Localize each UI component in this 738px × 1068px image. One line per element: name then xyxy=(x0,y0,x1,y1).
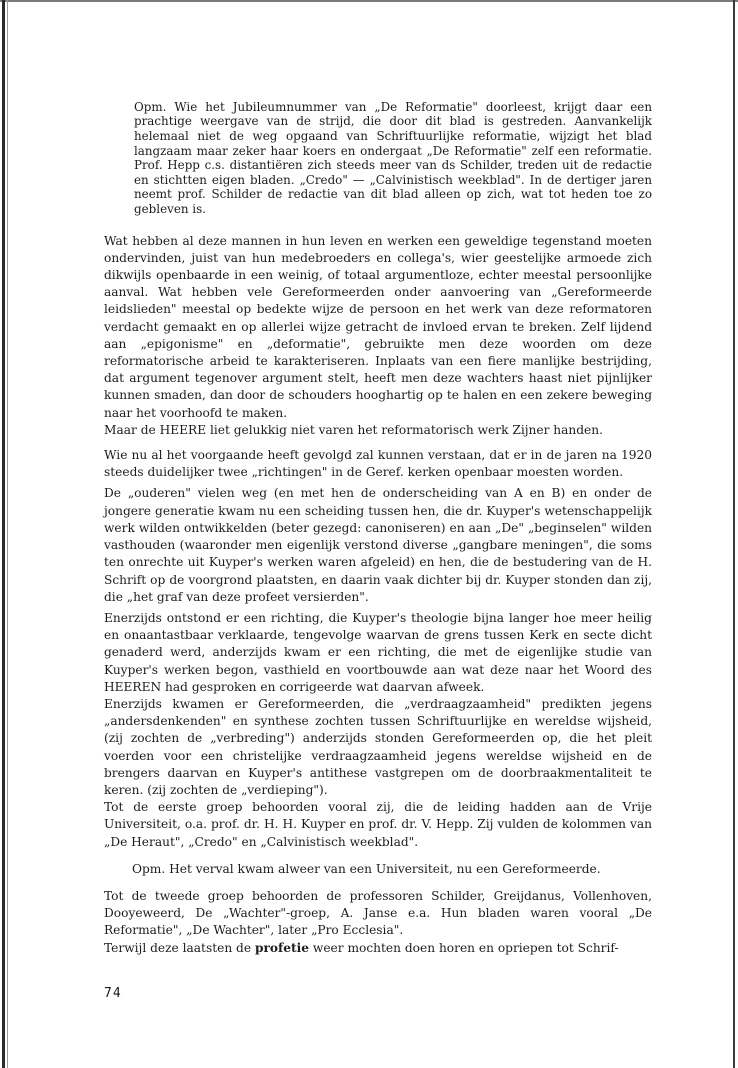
paragraph-7: Tot de tweede groep behoorden de professoren Schilder, Greijdanus, Vollenhoven, Dooyeweerd, De „Wachter"-groep, A. Janse e.a. Hun bladen waren vooral „De Reformatie", „De Wachter", later „Pro Ecclesia". xyxy=(104,888,652,938)
paragraph-6: Tot de eerste groep behoorden vooral zij, die de leiding hadden aan de Vrije Universiteit, o.a. prof. dr. H. H. Kuyper en prof. dr. V. Hepp. Zij vulden de kolommen van „De Heraut", „Credo" en „Calvinistisch weekblad". xyxy=(104,800,652,849)
paragraph-8-bold: profetie xyxy=(254,940,310,955)
page-right-edge xyxy=(733,0,735,1068)
paragraph-8-end: weer mochten doen horen en opriepen tot Schrif- xyxy=(309,940,619,955)
paragraph-4: Enerzijds ontstond er een richting, die Kuyper's theologie bijna langer hoe meer heilig en onaantastbaar verklaarde, tengevolge waarvan de grens tussen Kerk en secte dicht genaderd werd, anderzijds kwam er een richting, die met de eigenlijke studie van Kuyper's werken begon, vasthield en voortbouwde aan wat deze naar het Woord des HEEREN had gesproken en corrigeerde wat daarvan afweek. xyxy=(104,610,652,694)
paragraph-1: Wat hebben al deze mannen in hun leven en werken een geweldige tegenstand moeten ondervinden, juist van hun medebroeders en collega's, wier geestelijke armoede zich dikwijls openbaarde in een weinig, of totaal argumentloze, echter meestal persoonlijke aanval. Wat hebben vele Gereformeerden onder aanvoering van „Gereformeerde leidslieden" meestal op bedekte wijze de persoon en het werk van deze reformatoren verdacht gemaakt en op allerlei wijze getracht de invloed ervan te breken. Zelf lijdend aan „epigonisme" en „deformatie", gebruikte men deze woorden om deze reformatorische arbeid te karakteriseren. Inplaats van een fiere manlijke bestrijding, dat argument tegenover argument stelt, heeft men deze wachters haast niet pijnlijker kunnen smaden, dan door de schouders hooghartig op te halen en een zekere beweging naar het voorhoofd te maken. xyxy=(104,233,652,420)
paragraph-1b: Maar de HEERE liet gelukkig niet varen het reformatorisch werk Zijner handen. xyxy=(104,422,603,437)
paragraph-3: De „ouderen" vielen weg (en met hen de onderscheiding van A en B) en onder de jongere generatie kwam nu een scheiding tussen hen, die dr. Kuyper's wetenschappelijk werk wilden ontwikkelden (beter gezegd: canoniseren) en aan „De" „beginselen" wilden vasthouden (waaronder men eigenlijk verstond diverse „gangbare meningen", die soms ten onrechte uit Kuyper's werken waren afgeleid) en hen, die de bestudering van de H. Schrift op de voorgrond plaatsten, en daarin vaak dichter bij dr. Kuyper stonden dan zij, die „het graf van deze profeet versierden". xyxy=(104,486,652,604)
paragraph-2: Wie nu al het voorgaande heeft gevolgd zal kunnen verstaan, dat er in de jaren na 1920 steeds duidelijker twee „richtingen" in de Geref. kerken openbaar moesten worden. xyxy=(104,448,652,480)
paragraph-8-start: Terwijl deze laatsten de xyxy=(104,940,255,955)
page-top-edge xyxy=(0,0,738,2)
opm-note-2: Opm. Het verval kwam alweer van een Universiteit, nu een Gereformeerde. xyxy=(132,861,601,876)
page-left-edge-inner xyxy=(7,0,8,1068)
page-number: 74 xyxy=(104,986,122,1001)
page-left-edge xyxy=(2,0,5,1068)
paragraph-8 xyxy=(104,940,652,957)
page-content xyxy=(104,88,652,957)
note-top: Opm. Wie het Jubileumnummer van „De Reformatie" doorleest, krijgt daar een prachtige weergave van de strijd, die door dit blad is gestreden. Aanvankelijk helemaal niet de weg opgaand van Schriftuurlijke reformatie, wijzigt het blad langzaam maar zeker haar koers en ondergaat „De Reformatie" zelf een reformatie. Prof. Hepp c.s. distantiëren zich steeds meer van ds Schilder, treden uit de redactie en stichtten eigen bladen. „Credo" — „Calvinistisch weekblad". In de dertiger jaren neemt prof. Schilder de redactie van dit blad alleen op zich, wat tot heden toe zo gebleven is. xyxy=(134,99,652,217)
paragraph-5: Enerzijds kwamen er Gereformeerden, die „verdraagzaamheid" predikten jegens „andersdenkenden" en synthese zochten tussen Schriftuurlijke en wereldse wijsheid, (zij zochten de „verbreding") anderzijds stonden Gereformeerden op, die het pleit voerden voor een christelijke verdraagzaamheid jegens wereldse wijsheid en de brengers daarvan en Kuyper's antithese vastgrepen om de doorbraakmentaliteit te keren. (zij zochten de „verdieping"). xyxy=(104,696,652,797)
